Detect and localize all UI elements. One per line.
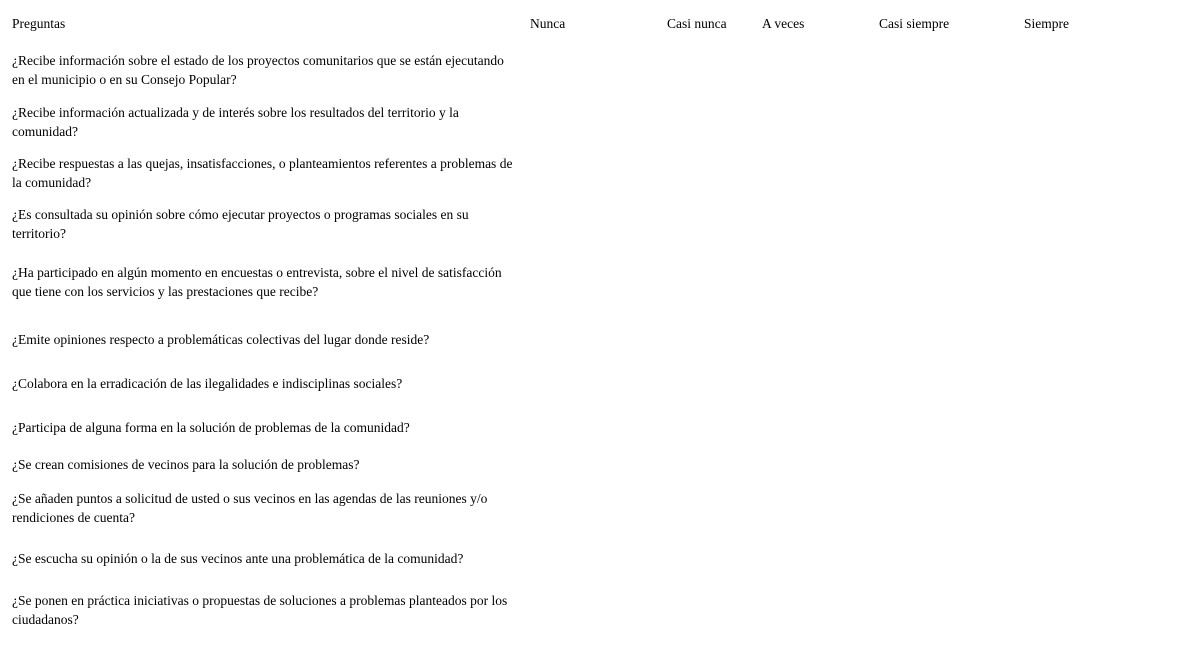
question-7: ¿Colabora en la erradicación de las ilegalidades e indisciplinas sociales?	[12, 376, 403, 391]
question-8: ¿Participa de alguna forma en la solución de problemas de la comunidad?	[12, 420, 410, 435]
header-siempre: Siempre	[1024, 16, 1069, 31]
question-2: ¿Recibe información actualizada y de interés sobre los resultados del territorio y la comunidad?	[12, 105, 459, 139]
header-preguntas: Preguntas	[12, 16, 66, 31]
header-nunca: Nunca	[530, 16, 566, 31]
header-casi-siempre: Casi siempre	[879, 16, 950, 31]
question-4: ¿Es consultada su opinión sobre cómo ejecutar proyectos o programas sociales en su territorio?	[12, 207, 469, 241]
header-casi-nunca: Casi nunca	[667, 16, 727, 31]
question-3: ¿Recibe respuestas a las quejas, insatisfacciones, o planteamientos referentes a problemas de la comunidad?	[12, 156, 513, 190]
question-9: ¿Se crean comisiones de vecinos para la solución de problemas?	[12, 457, 360, 472]
header-a-veces: A veces	[762, 16, 805, 31]
question-10: ¿Se añaden puntos a solicitud de usted o sus vecinos en las agendas de las reuniones y/o rendiciones de cuenta?	[12, 491, 488, 525]
question-12: ¿Se ponen en práctica iniciativas o propuestas de soluciones a problemas planteados por los ciudadanos?	[12, 593, 508, 627]
question-1: ¿Recibe información sobre el estado de los proyectos comunitarios que se están ejecutando en el municipio o en su Consejo Popular?	[12, 53, 504, 87]
question-11: ¿Se escucha su opinión o la de sus vecinos ante una problemática de la comunidad?	[12, 551, 464, 566]
question-5: ¿Ha participado en algún momento en encuestas o entrevista, sobre el nivel de satisfacción que tiene con los servicios y las prestaciones que recibe?	[12, 265, 502, 299]
question-6: ¿Emite opiniones respecto a problemáticas colectivas del lugar donde reside?	[12, 332, 430, 347]
